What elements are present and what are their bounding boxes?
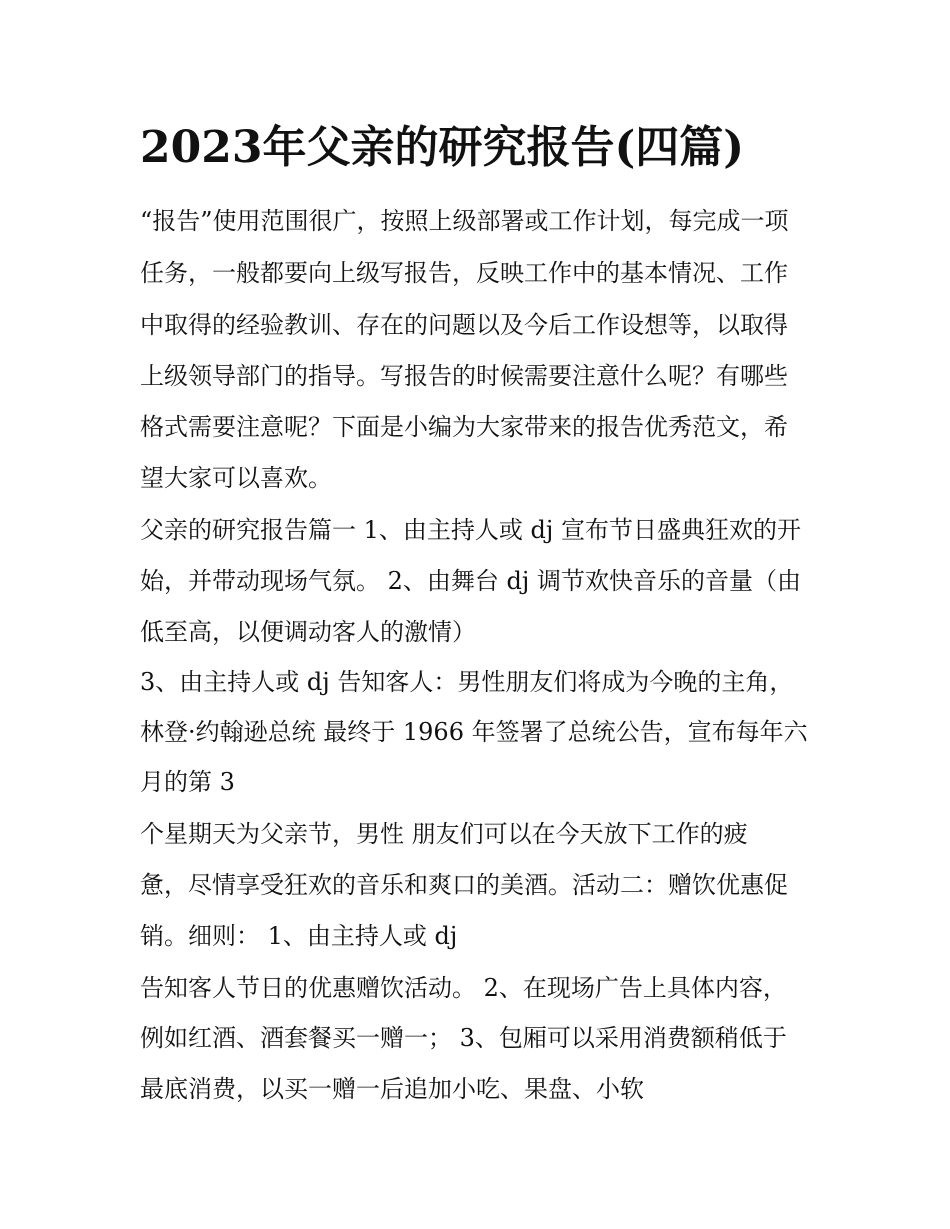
paragraph-line: 上级领导部门的指导。写报告的时候需要注意什么呢？有哪些 bbox=[140, 362, 788, 390]
paragraph-line: 个星期天为父亲节，男性 朋友们可以在今天放下工作的疲 bbox=[140, 820, 748, 848]
paragraph-line: 父亲的研究报告篇一 1、由主持人或 dj 宣布节日盛典狂欢的开 bbox=[140, 516, 801, 544]
paragraph-line: 销。细则： 1、由主持人或 dj bbox=[140, 922, 458, 950]
paragraph-line: 格式需要注意呢？下面是小编为大家带来的报告优秀范文，希 bbox=[140, 413, 788, 441]
paragraph-line: 例如红酒、酒套餐买一赠一； 3、包厢可以采用消费额稍低于 bbox=[140, 1024, 787, 1052]
paragraph-line: 3、由主持人或 dj 告知客人：男性朋友们将成为今晚的主角， bbox=[140, 668, 794, 696]
paragraph-line: 最底消费，以买一赠一后追加小吃、果盘、小软 bbox=[140, 1075, 644, 1103]
paragraph-line: 望大家可以喜欢。 bbox=[140, 464, 332, 492]
document-title: 2023年父亲的研究报告(四篇) bbox=[140, 122, 745, 173]
paragraph-line: 林登·约翰逊总统 最终于 1966 年签署了总统公告，宣布每年六 bbox=[140, 718, 808, 746]
paragraph-line: 中取得的经验教训、存在的问题以及今后工作设想等，以取得 bbox=[140, 311, 788, 339]
paragraph-line: “报告”使用范围很广，按照上级部署或工作计划，每完成一项 bbox=[140, 207, 789, 235]
paragraph-line: 任务，一般都要向上级写报告，反映工作中的基本情况、工作 bbox=[140, 259, 788, 287]
paragraph-line: 始，并带动现场气氛。 2、由舞台 dj 调节欢快音乐的音量（由 bbox=[140, 567, 801, 595]
paragraph-line: 月的第 3 bbox=[140, 768, 235, 796]
paragraph-line: 惫，尽情享受狂欢的音乐和爽口的美酒。活动二：赠饮优惠促 bbox=[140, 871, 788, 899]
paragraph-line: 告知客人节日的优惠赠饮活动。 2、在现场广告上具体内容， bbox=[140, 974, 787, 1002]
paragraph-line: 低至高，以便调动客人的激情） bbox=[140, 618, 476, 646]
